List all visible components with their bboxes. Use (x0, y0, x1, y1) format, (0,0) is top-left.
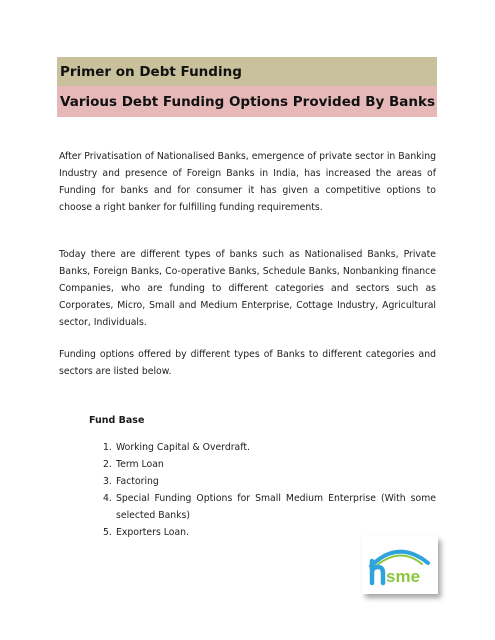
document-title: Primer on Debt Funding (57, 57, 437, 86)
list-item-text: Exporters Loan. (116, 527, 190, 538)
fund-base-heading: Fund Base (89, 415, 145, 426)
list-item-number: 2. (103, 459, 112, 470)
fund-base-list (103, 439, 436, 541)
document-subtitle: Various Debt Funding Options Provided By Banks (57, 86, 437, 117)
list-item-number: 1. (103, 442, 112, 453)
list-item-text: Special Funding Options for Small Medium Enterprise (With some selected Banks) (116, 493, 436, 521)
list-item (103, 490, 436, 524)
list-item (103, 439, 436, 456)
list-item-number: 4. (103, 493, 112, 504)
list-item-number: 3. (103, 476, 112, 487)
hsme-logo-icon (362, 536, 438, 594)
list-item (103, 456, 436, 473)
list-item-text: Term Loan (116, 459, 164, 470)
funding-options-paragraph: Funding options offered by different types of Banks to different categories and sectors are listed below. (59, 349, 436, 377)
list-item-text: Factoring (116, 476, 159, 487)
hsme-logo (362, 536, 438, 594)
list-item-text: Working Capital & Overdraft. (116, 442, 250, 453)
list-item-number: 5. (103, 527, 112, 538)
intro-paragraph: After Privatisation of Nationalised Banks, emergence of private sector in Banking Industry and presence of Foreign Banks in India, has increased the areas of Funding for banks and for consumer it has given a competitive options to choose a right banker for fulfilling funding requirements. (59, 151, 436, 213)
logo-sme-text: sme (386, 567, 421, 586)
bank-types-paragraph: Today there are different types of banks such as Nationalised Banks, Private Banks, Foreign Banks, Co-operative Banks, Schedule Banks, Nonbanking finance Companies, who are funding to different categories and sectors such as Corporates, Micro, Small and Medium Enterprise, Cottage Industry, Agricultural sector, Individuals. (59, 249, 436, 328)
list-item (103, 473, 436, 490)
